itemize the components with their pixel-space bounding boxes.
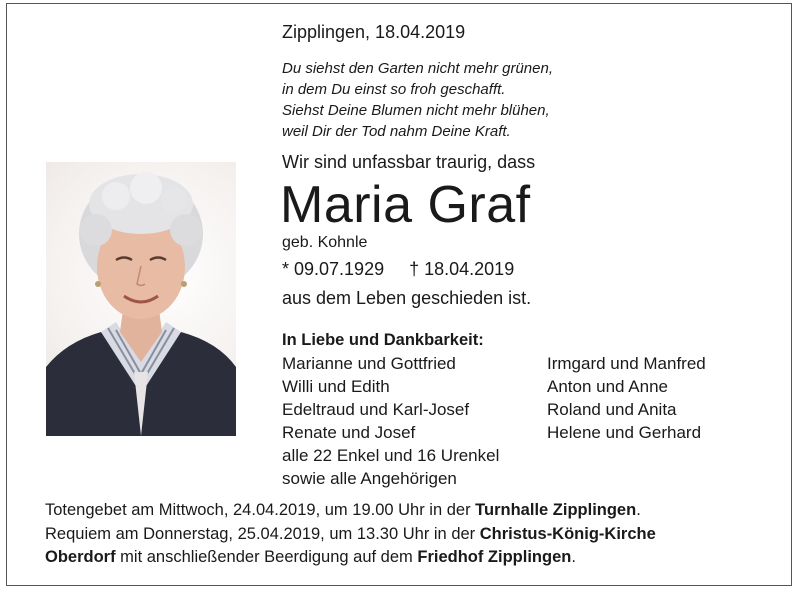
mourner-entry: sowie alle Angehörigen <box>282 469 457 488</box>
mourner-entry: Irmgard und Manfred <box>547 354 706 373</box>
mourner-entry: Edeltraud und Karl-Josef <box>282 400 470 419</box>
mourner-entry: alle 22 Enkel und 16 Urenkel <box>282 446 500 465</box>
poem-line: in dem Du einst so froh geschafft. <box>282 81 506 98</box>
service-line <box>45 546 656 570</box>
mourner-entry: Anton und Anne <box>547 377 669 396</box>
mourner-entry: Renate und Josef <box>282 423 416 442</box>
service-location: Friedhof Zipplingen <box>417 548 572 566</box>
service-info <box>45 499 656 570</box>
deceased-name: Maria Graf <box>280 176 531 234</box>
service-text: Totengebet am Mittwoch, 24.04.2019, um 19.00 Uhr in der <box>45 501 476 519</box>
portrait-photo <box>46 162 236 436</box>
birth-name: geb. Kohnle <box>282 234 368 251</box>
mourners-list-left <box>282 352 499 490</box>
mourner-entry: Willi und Edith <box>282 377 390 396</box>
service-location: Christus-König-Kirche <box>479 524 656 543</box>
poem <box>282 58 553 142</box>
service-text: . <box>571 548 576 566</box>
mourner-entry: Helene und Gerhard <box>547 423 702 442</box>
service-text: . <box>636 501 641 519</box>
service-location: Oberdorf <box>45 548 116 566</box>
service-text: mit anschließender Beerdigung auf dem <box>115 548 418 566</box>
service-line <box>45 499 656 523</box>
place-date: Zipplingen, 18.04.2019 <box>282 22 466 42</box>
service-text: Requiem am Donnerstag, 25.04.2019, um 13.30 Uhr in der <box>45 524 480 543</box>
mourner-entry: Marianne und Gottfried <box>282 354 456 373</box>
service-location: Turnhalle Zipplingen <box>475 501 637 519</box>
poem-line: Du siehst den Garten nicht mehr grünen, <box>282 60 553 77</box>
mourners-heading: In Liebe und Dankbarkeit: <box>282 331 484 349</box>
life-dates: * 09.07.1929 † 18.04.2019 <box>282 259 515 279</box>
poem-line: Siehst Deine Blumen nicht mehr blühen, <box>282 102 550 119</box>
passed-text: aus dem Leben geschieden ist. <box>282 288 532 308</box>
portrait-image <box>46 162 236 436</box>
intro-text: Wir sind unfassbar traurig, dass <box>282 152 536 172</box>
mourners-list-right <box>547 352 706 444</box>
mourner-entry: Roland und Anita <box>547 400 677 419</box>
service-line <box>45 523 656 547</box>
poem-line: weil Dir der Tod nahm Deine Kraft. <box>282 123 511 140</box>
